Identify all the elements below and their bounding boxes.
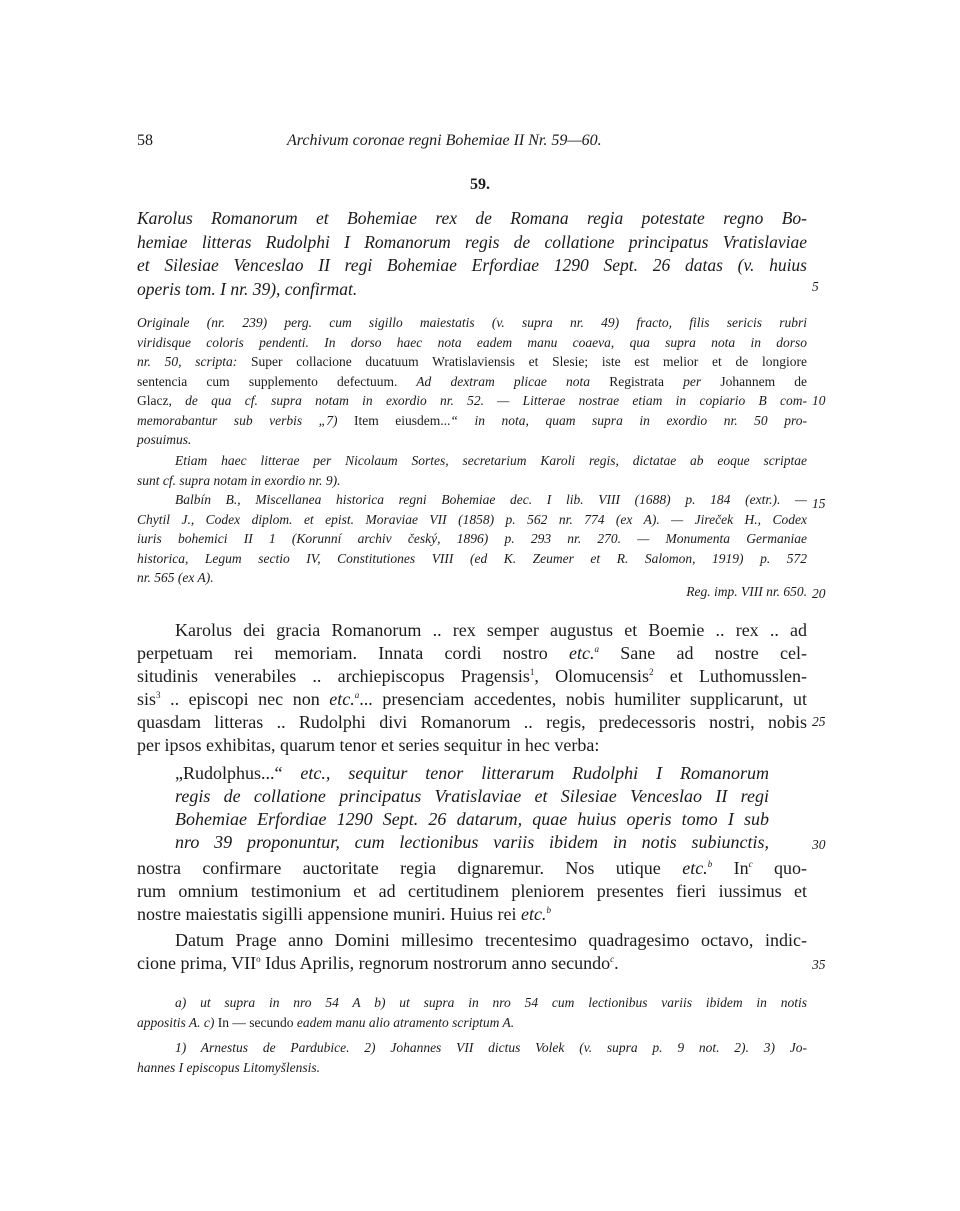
footnote-line: hannes I episcopus Litomyšlensis.: [137, 1059, 320, 1075]
footnote-siglum: a: [354, 690, 360, 700]
lemma: In — secundo: [217, 1014, 294, 1030]
quote-line: [175, 762, 769, 785]
footnote-line: 1) Arnestus de Pardubice. 2) Johannes VII dictus Volek (v. supra p. 9 not. 2). 3) Jo-: [175, 1040, 807, 1055]
inserted-charter-note: [175, 762, 769, 854]
text-line: [137, 903, 807, 926]
regesta-reference: Reg. imp. VIII nr. 650.: [686, 584, 807, 599]
regest-line: Karolus Romanorum et Bohemiae rex de Romana regia potestate regno Bo-: [137, 208, 807, 228]
text-fragment: .: [614, 953, 619, 973]
dorsal-note: sentencia cum supplemento defectuum.: [137, 373, 398, 389]
text-fragment: .. episcopi nec non: [160, 689, 330, 709]
text-line: [137, 688, 807, 711]
quote-line: nro 39 proponuntur, cum lectionibus variis ibidem in notis subiunctis,: [175, 832, 769, 852]
text-fragment: nostre maiestatis sigilli appensione muniri. Huius rei: [137, 904, 521, 924]
regest-line: hemiae litteras Rudolphi I Romanorum regis de collatione principatus Vratislaviae: [137, 231, 807, 252]
line-number: 5: [812, 279, 819, 294]
footnote-fragment: appositis A. c): [137, 1014, 218, 1030]
text-fragment: perpetuam rei memoriam. Innata cordi nostro: [137, 643, 569, 663]
footnote-siglum: b: [546, 905, 551, 915]
charter-text-continued: [137, 857, 807, 926]
literature-line: nr. 565 (ex A).: [137, 570, 214, 585]
source-line: [137, 391, 807, 411]
dictation-note: [137, 451, 807, 490]
scribe-name: Johannem de: [720, 373, 808, 389]
text-fragment: , Olomucensis: [534, 666, 650, 686]
footnote-siglum: c: [610, 954, 615, 964]
etc-abbrev: etc.: [329, 689, 355, 709]
source-fragment: “ in nota, quam supra in exordio nr. 50 pro-: [450, 412, 807, 428]
line-number: 20: [812, 586, 826, 601]
text-fragment: Idus Aprilis, regnorum nostrorum anno secundo: [260, 953, 611, 973]
text-line: Karolus dei gracia Romanorum .. rex semper augustus et Boemie .. rex .. ad: [175, 620, 807, 640]
text-fragment: quo-: [752, 858, 807, 878]
source-fragment: Ad dextram plicae nota: [397, 373, 610, 389]
footnote-siglum: 1: [529, 667, 535, 677]
source-line: [137, 372, 807, 392]
quote-line: Bohemiae Erfordiae 1290 Sept. 26 datarum, quae huius operis tomo I sub: [175, 809, 769, 829]
text-fragment: Sane ad nostre cel-: [598, 643, 807, 663]
ordinal-mark: o: [256, 954, 261, 964]
text-fragment: sis: [137, 689, 157, 709]
source-fragment: memorabantur sub verbis „7): [137, 412, 354, 428]
charter-text: [137, 619, 807, 757]
source-line: posuimus.: [137, 432, 192, 447]
footnote-siglum: c: [748, 859, 753, 869]
line-number: 15: [812, 496, 826, 511]
footnote-line: [137, 1013, 807, 1033]
etc-abbrev: etc.: [682, 858, 708, 878]
source-line: Originale (nr. 239) perg. cum sigillo maiestatis (v. supra nr. 49) fracto, filis sericis rubri: [137, 315, 807, 330]
text-line: Datum Prage anno Domini millesimo trecentesimo quadragesimo octavo, indic-: [175, 930, 807, 950]
text-line: [137, 857, 807, 880]
footnote-fragment: eadem manu alio atramento scriptum A.: [293, 1014, 515, 1030]
regest-line: operis tom. I nr. 39), confirmat.: [137, 278, 358, 299]
literature-line: historica, Legum sectio IV, Constitutiones VIII (ed K. Zeumer et R. Salomon, 1919) p. 572: [137, 550, 807, 566]
running-head: Archivum coronae regni Bohemiae II Nr. 59—60.: [287, 132, 602, 149]
line-number: 35: [812, 957, 826, 972]
source-line: [137, 352, 807, 372]
source-description: [137, 313, 807, 450]
document-number: 59.: [470, 176, 490, 193]
footnote-siglum: 2: [649, 667, 654, 677]
literature-line: Balbín B., Miscellanea historica regni Bohemiae dec. I lib. VIII (1688) p. 184 (extr.). —: [175, 492, 807, 507]
etc-abbrev: etc.: [520, 904, 547, 924]
regest-line: et Silesiae Venceslao II regi Bohemiae Erfordiae 1290 Sept. 26 datas (v. huius: [137, 255, 807, 275]
footnote-siglum: 3: [156, 690, 161, 700]
text-line: [137, 665, 807, 688]
page-number: 58: [137, 132, 153, 149]
text-fragment: situdinis venerabiles .. archiepiscopus Pragensis: [137, 666, 530, 686]
footnote-siglum: b: [707, 859, 713, 869]
line-number: 30: [812, 837, 826, 852]
scribe-name: Glacz,: [137, 393, 172, 408]
source-fragment: per: [663, 373, 721, 389]
literature: [137, 490, 807, 588]
text-fragment: cione prima, VII: [137, 953, 257, 973]
text-line: [137, 952, 807, 975]
source-fragment: nr. 50, scripta:: [137, 354, 251, 369]
line-number: 25: [812, 714, 826, 729]
source-line: viridisque coloris pendenti. In dorso haec nota eadem manu coaeva, qua supra nota in dorso: [137, 334, 807, 350]
registrata-note: Registrata: [609, 373, 664, 389]
footnote-line: a) ut supra in nro 54 A b) ut supra in nro 54 cum lectionibus variis ibidem in notis: [175, 995, 807, 1010]
text-fragment: nostra confirmare auctoritate regia dignaremur. Nos utique: [137, 858, 683, 878]
copiary-quote: Item eiusdem...: [354, 412, 451, 428]
source-line: [137, 411, 807, 431]
etc-abbrev: etc.: [569, 643, 595, 663]
incipit: „Rudolphus...“: [175, 763, 283, 783]
literature-line: Chytil J., Codex diplom. et epist. Moraviae VII (1858) p. 562 nr. 774 (ex A). — Jireček H., Codex: [137, 511, 807, 527]
text-fragment: et Luthomusslen-: [653, 666, 807, 686]
text-fragment: etc., sequitur tenor litterarum Rudolphi I Romanorum: [282, 763, 769, 783]
dictation-line: Etiam haec litterae per Nicolaum Sortes, secretarium Karoli regis, dictatae ab eoque scriptae: [175, 453, 807, 468]
text-line: per ipsos exhibitas, quarum tenor et series sequitur in hec verba:: [137, 735, 600, 755]
regest: [137, 207, 807, 301]
source-fragment: de qua cf. supra notam in exordio nr. 52. — Litterae nostrae etiam in copiario B com-: [171, 393, 807, 408]
dating-clause: [137, 929, 807, 975]
page-header: [137, 132, 807, 156]
text-line: quasdam litteras .. Rudolphi divi Romanorum .. regis, predecessoris nostri, nobis: [137, 712, 807, 732]
dorsal-note: Super collacione ducatuum Wratislaviensis et Slesie; iste est melior et de longiore: [250, 354, 807, 369]
text-critical-footnotes: [137, 993, 807, 1032]
footnote-siglum: a: [594, 644, 599, 654]
text-fragment: ... presenciam accedentes, nobis humiliter supplicarunt, ut: [359, 689, 807, 709]
line-number: 10: [812, 393, 826, 408]
text-fragment: In: [712, 858, 749, 878]
text-line: rum omnium testimonium et ad certitudinem pleniorem presentes fieri iussimus et: [137, 881, 807, 901]
quote-line: regis de collatione principatus Vratislaviae et Silesiae Venceslao II regi: [175, 786, 769, 806]
text-line: [137, 642, 807, 665]
literature-line: iuris bohemici II 1 (Korunní archiv český, 1896) p. 293 nr. 270. — Monumenta Germaniae: [137, 531, 807, 546]
dictation-line: sunt cf. supra notam in exordio nr. 9).: [137, 472, 341, 488]
explanatory-footnotes: [137, 1038, 807, 1077]
